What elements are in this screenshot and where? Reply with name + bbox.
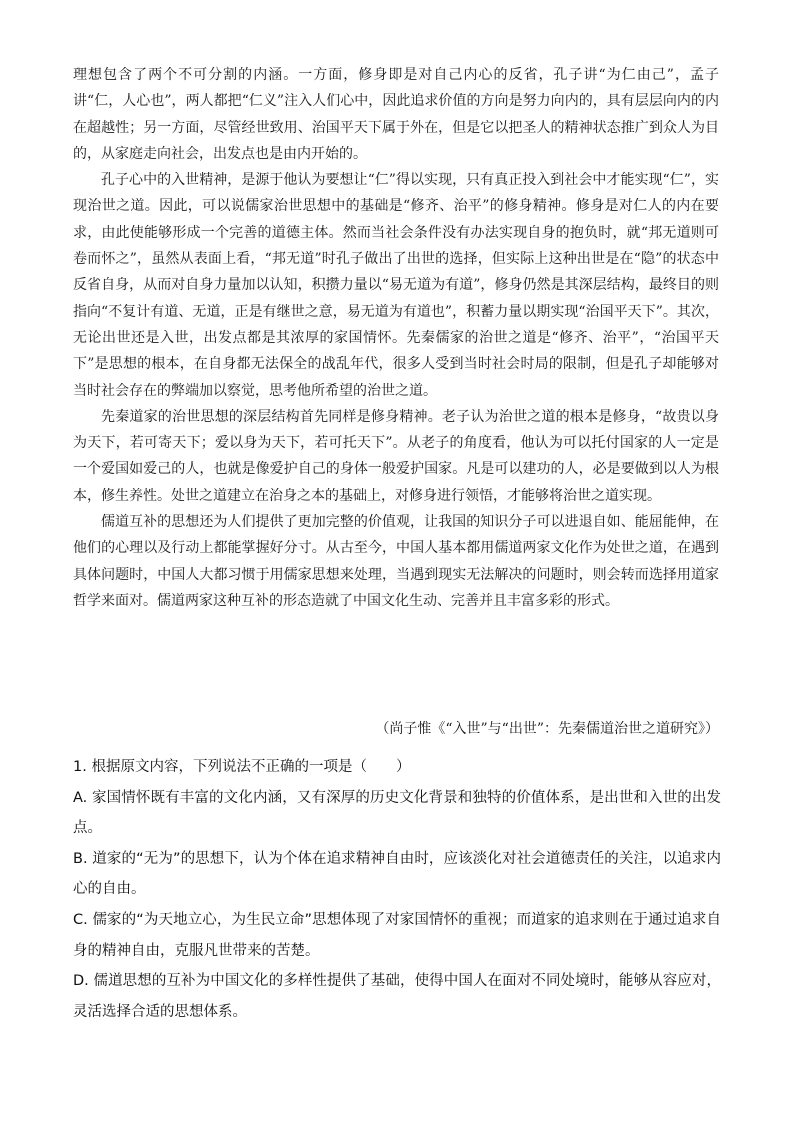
passage-paragraph-4: 儒道互补的思想还为人们提供了更加完整的价值观，让我国的知识分子可以进退自如、能屈能伸，在他们的心理以及行动上都能掌握好分寸。从古至今，中国人基本都用儒道两家文化作为处世之道，在遇到具体问题时，中国人大都习惯于用儒家思想来处理，当遇到现实无法解决的问题时，则会转而选择用道家哲学来面对。儒道两家这种互补的形态造就了中国文化生动、完善并且丰富多彩的形式。 <box>73 514 719 609</box>
option-d: D. 儒道思想的互补为中国文化的多样性提供了基础，使得中国人在面对不同处境时，能够从容应对，灵活选择合适的思想体系。 <box>73 973 721 1020</box>
question-block <box>73 752 721 1027</box>
passage-paragraph-2: 孔子心中的入世精神，是源于他认为要想让“仁”得以实现，只有真正投入到社会中才能实现“仁”，实现治世之道。因此，可以说儒家治世思想中的基础是“修齐、治平”的修身精神。修身是对仁人的内在要求，由此使能够形成一个完善的道德主体。然而当社会条件没有办法实现自身的抱负时，就“邦无道则可卷而怀之”，虽然从表面上看，“邦无道”时孔子做出了出世的选择，但实际上这种出世是在“隐”的状态中反省自身，从而对自身力量加以认知，积攒力量以“易无道为有道”，修身仍然是其深层结构，最终目的则指向“不复计有道、无道，正是有继世之意，易无道为有道也”，积蓄力量以期实现“治国平天下”。其次，无论出世还是入世，出发点都是其浓厚的家国情怀。先秦儒家的治世之道是“修齐、治平”，“治国平天下”是思想的根本，在自身都无法保全的战乱年代，很多人受到当时社会时局的限制，但是孔子却能够对当时社会存在的弊端加以察觉，思考他所希望的治世之道。 <box>73 172 719 399</box>
option-b: B. 道家的“无为”的思想下，认为个体在追求精神自由时，应该淡化对社会道德责任的关注，以追求内心的自由。 <box>73 850 721 898</box>
option-a: A. 家国情怀既有丰富的文化内涵，又有深厚的历史文化背景和独特的价值体系，是出世和入世的出发点。 <box>73 789 721 837</box>
passage-paragraph-3: 先秦道家的治世思想的深层结构首先同样是修身精神。老子认为治世之道的根本是修身，“故贵以身为天下，若可寄天下；爱以身为天下，若可托天下”。从老子的角度看，他认为可以托付国家的人一定是一个爱国如爱己的人，也就是像爱护自己的身体一般爱护国家。凡是可以建功的人，必是要做到以人为根本，修生养性。处世之道建立在治身之本的基础上，对修身进行领悟，才能够将治世之道实现。 <box>73 408 719 504</box>
option-c: C. 儒家的“为天地立心，为生民立命”思想体现了对家国情怀的重视；而道家的追求则在于通过追求自身的精神自由，克服凡世带来的苦楚。 <box>73 911 721 959</box>
reading-passage <box>73 62 719 614</box>
passage-paragraph-1: 理想包含了两个不可分割的内涵。一方面，修身即是对自己内心的反省，孔子讲“为仁由己”，孟子讲“仁，人心也”，两人都把“仁义”注入人们心中，因此追求价值的方向是努力向内的，具有层层向内的内在超越性；另一方面，尽管经世致用、治国平天下属于外在，但是它以把圣人的精神状态推广到众人为目的，从家庭走向社会，出发点也是由内开始的。 <box>73 67 719 162</box>
question-stem: 1. 根据原文内容，下列说法不正确的一项是（ ） <box>73 759 411 775</box>
passage-source-citation: （尚子惟《“入世”与“出世”：先秦儒道治世之道研究》） <box>375 721 719 737</box>
